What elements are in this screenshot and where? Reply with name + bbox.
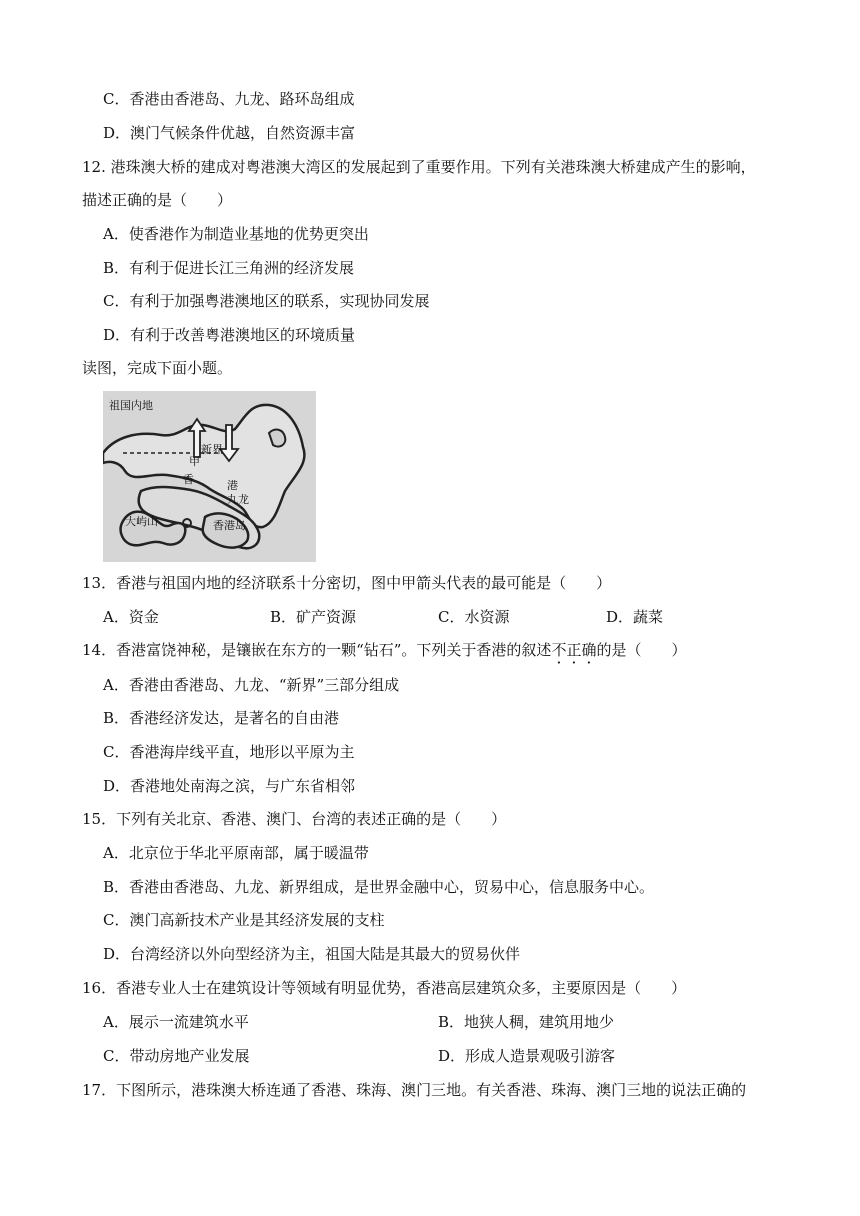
map-label-hk-island: 香港岛 — [213, 519, 246, 532]
q16-option-d: D．形成人造景观吸引游客 — [438, 1047, 616, 1065]
map-label-new-territories: 新界 — [201, 443, 223, 456]
q14-option-d: D．香港地处南海之滨，与广东省相邻 — [103, 777, 356, 795]
q14-option-b: B．香港经济发达，是著名的自由港 — [103, 709, 340, 727]
q14-stem — [82, 640, 687, 660]
map-label-mainland: 祖国内地 — [109, 399, 153, 412]
q14-stem-post: 的是（ ） — [596, 641, 687, 659]
q12-option-d: D．有利于改善粤港澳地区的环境质量 — [103, 326, 356, 344]
map-intro: 读图，完成下面小题。 — [82, 359, 233, 377]
q13-stem: 13．香港与祖国内地的经济联系十分密切，图中甲箭头代表的最可能是（ ） — [82, 574, 612, 592]
q15-stem: 15．下列有关北京、香港、澳门、台湾的表述正确的是（ ） — [82, 810, 507, 828]
q13-option-d: D．蔬菜 — [606, 608, 664, 626]
q16-stem: 16．香港专业人士在建筑设计等领域有明显优势，香港高层建筑众多，主要原因是（ ） — [82, 979, 687, 997]
q14-stem-emphasis-3: 确 — [581, 641, 597, 659]
q15-option-b: B．香港由香港岛、九龙、新界组成，是世界金融中心，贸易中心，信息服务中心。 — [103, 878, 655, 896]
q11-option-c: C．香港由香港岛、九龙、路环岛组成 — [103, 90, 355, 108]
q14-stem-pre: 14．香港富饶神秘，是镶嵌在东方的一颗“钻石”。下列关于香港的叙述 — [82, 641, 552, 659]
map-label-lantau: 大屿山 — [125, 515, 158, 528]
q14-stem-emphasis-2: 正 — [566, 641, 582, 659]
q13-option-a: A．资金 — [103, 608, 159, 626]
q15-option-d: D．台湾经济以外向型经济为主，祖国大陆是其最大的贸易伙伴 — [103, 945, 521, 963]
q13-option-b: B．矿产资源 — [270, 608, 357, 626]
q12-option-c: C．有利于加强粤港澳地区的联系，实现协同发展 — [103, 292, 430, 310]
q13-option-c: C．水资源 — [438, 608, 510, 626]
q16-option-a: A．展示一流建筑水平 — [103, 1013, 249, 1031]
q16-option-b: B．地狭人稠，建筑用地少 — [438, 1013, 615, 1031]
q15-option-c: C．澳门高新技术产业是其经济发展的支柱 — [103, 911, 385, 929]
map-label-gang: 港 — [227, 479, 238, 492]
q14-option-a: A．香港由香港岛、九龙、“新界”三部分组成 — [103, 676, 400, 694]
q12-option-a: A．使香港作为制造业基地的优势更突出 — [103, 225, 369, 243]
q12-stem-line-2: 描述正确的是（ ） — [82, 191, 233, 209]
q16-option-c: C．带动房地产业发展 — [103, 1047, 250, 1065]
q17-stem: 17．下图所示，港珠澳大桥连通了香港、珠海、澳门三地。有关香港、珠海、澳门三地的说法正确的 — [82, 1081, 747, 1099]
q12-option-b: B．有利于促进长江三角洲的经济发展 — [103, 259, 355, 277]
q12-stem-line-1: 12. 港珠澳大桥的建成对粤港澳大湾区的发展起到了重要作用。下列有关港珠澳大桥建成产生的影响， — [82, 158, 756, 176]
map-label-jia: 甲 — [189, 455, 200, 468]
hong-kong-map — [103, 391, 316, 562]
map-label-kowloon: 九龙 — [227, 493, 249, 506]
q11-option-d: D．澳门气候条件优越，自然资源丰富 — [103, 124, 356, 142]
q14-stem-emphasis-1: 不 — [551, 641, 567, 659]
q15-option-a: A．北京位于华北平原南部，属于暖温带 — [103, 844, 369, 862]
map-label-xiang: 香 — [183, 473, 194, 486]
q14-option-c: C．香港海岸线平直，地形以平原为主 — [103, 743, 355, 761]
